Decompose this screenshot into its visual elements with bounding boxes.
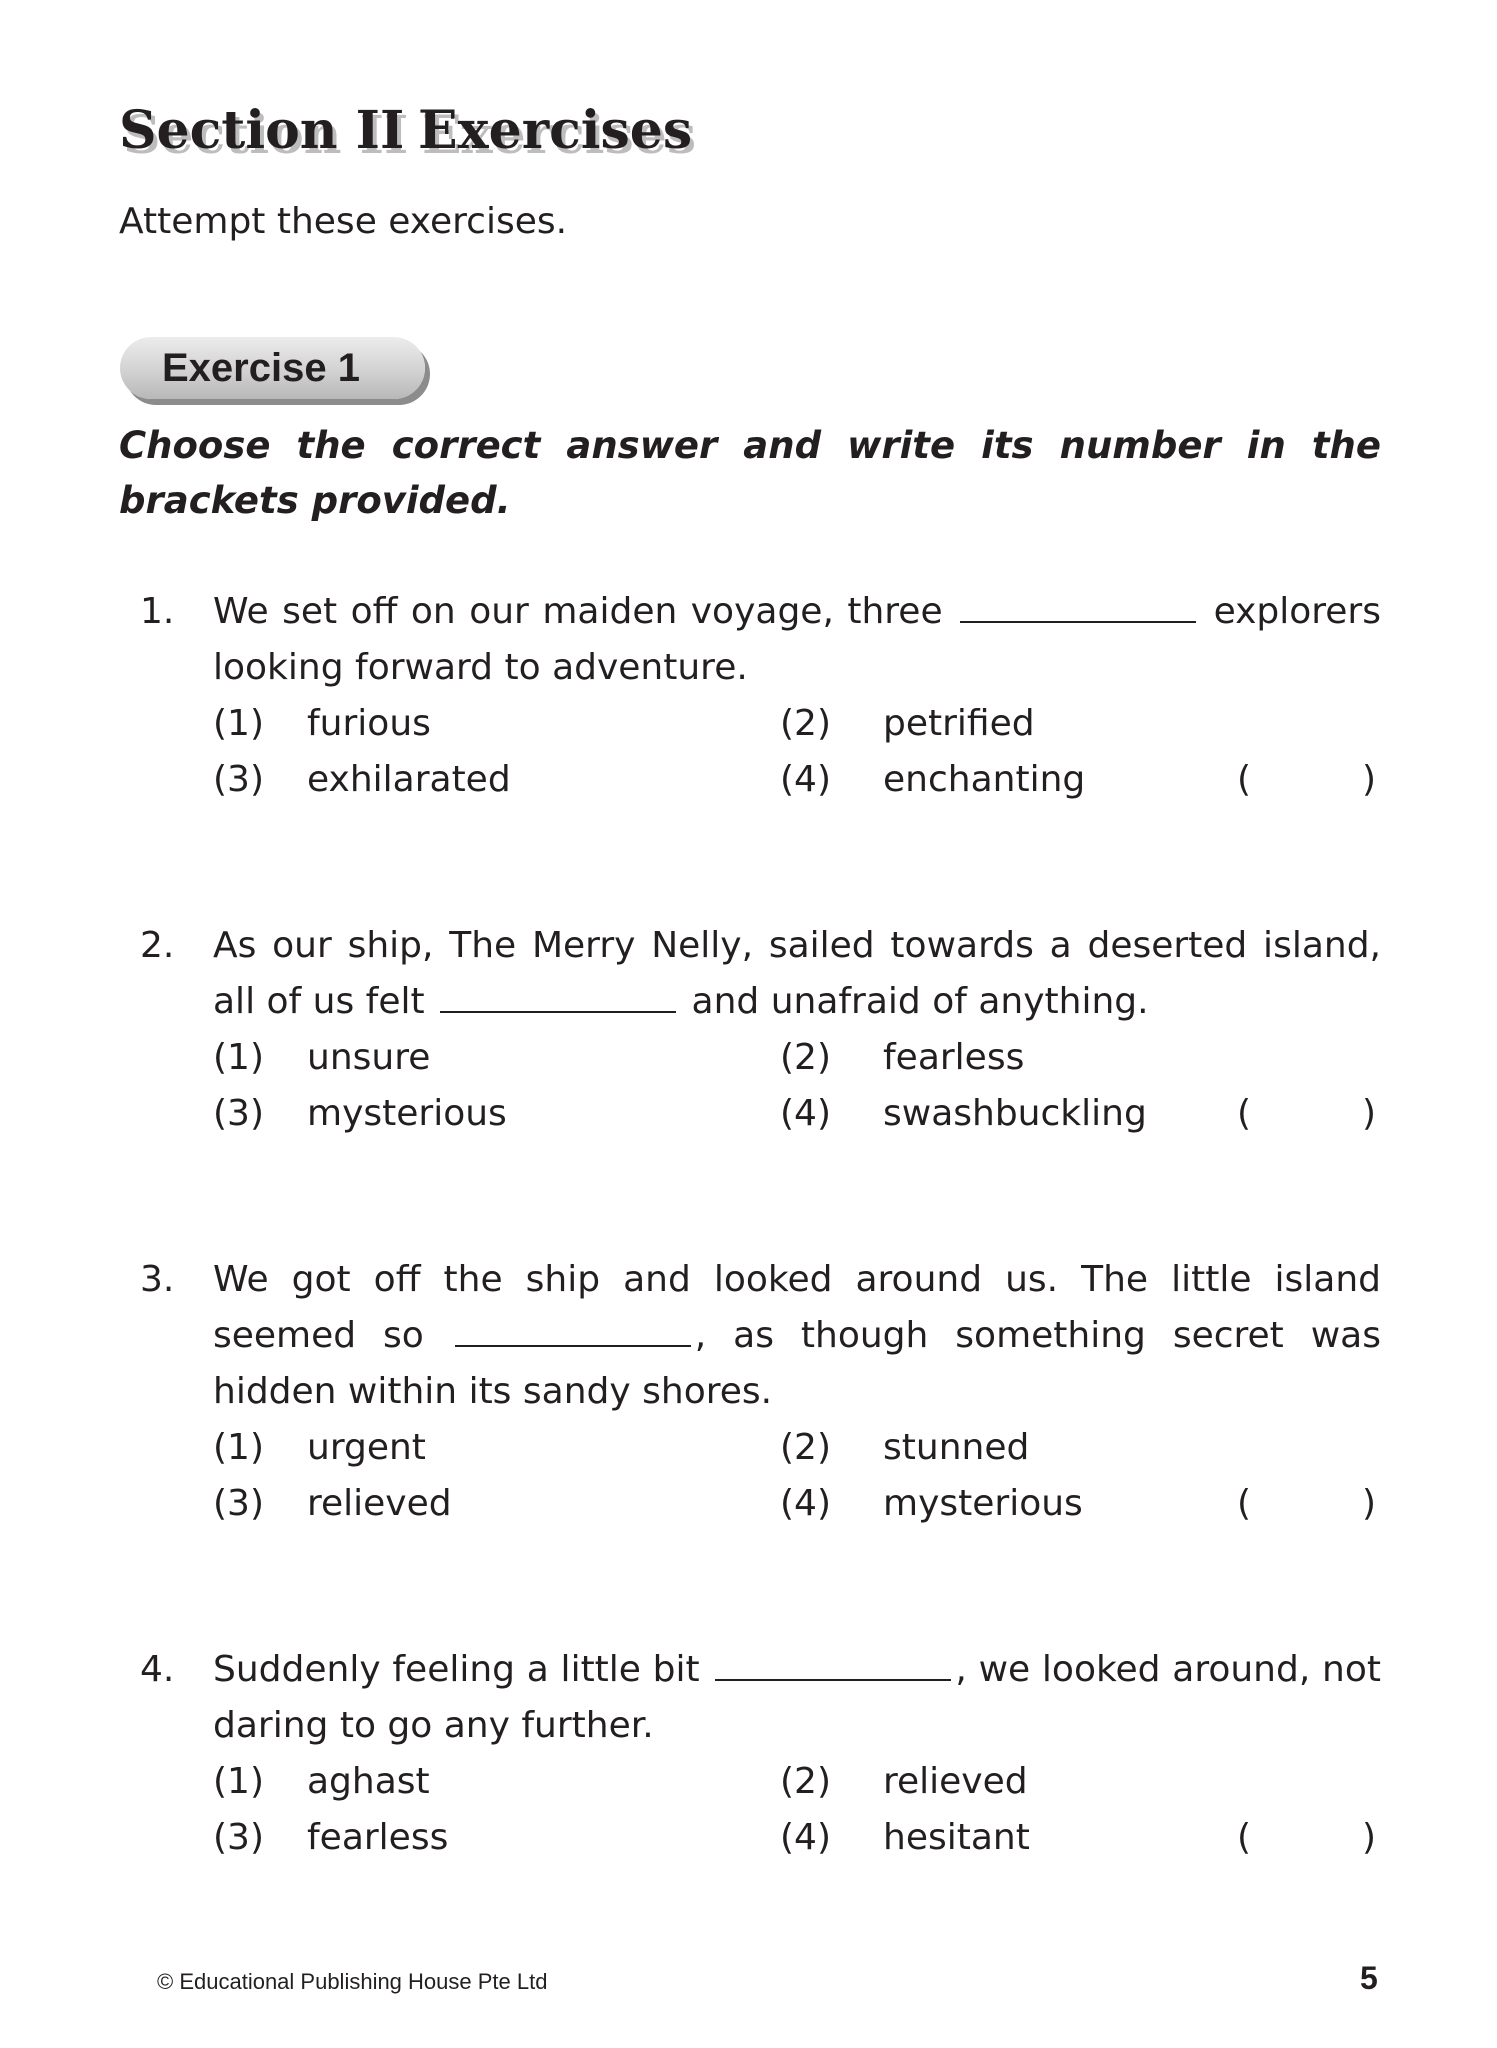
option-text: swashbuckling <box>883 1093 1147 1134</box>
answer-blank[interactable] <box>455 1315 691 1347</box>
option-row <box>140 1086 1381 1142</box>
answer-blank[interactable] <box>960 591 1196 623</box>
option-text: furious <box>307 703 431 744</box>
answer-blank[interactable] <box>715 1649 951 1681</box>
question-text: As our ship, The Merry Nelly, sailed towards a deserted island, all of us felt and unafraid of anything. <box>213 925 1381 1022</box>
option-text: fearless <box>883 1037 1025 1078</box>
answer-bracket-close[interactable]: ) <box>1362 759 1377 800</box>
exercise-heading-label: Exercise 1 <box>162 346 360 390</box>
option-label: (3) <box>213 1483 264 1524</box>
question-number: 2. <box>140 925 175 966</box>
answer-blank[interactable] <box>440 981 676 1013</box>
question-number: 3. <box>140 1259 175 1300</box>
section-title-name: Exercises <box>418 100 693 161</box>
option-row <box>140 1030 1381 1086</box>
option-label: (3) <box>213 1817 264 1858</box>
answer-bracket-close[interactable]: ) <box>1362 1093 1377 1134</box>
option-text: hesitant <box>883 1817 1030 1858</box>
intro-text: Attempt these exercises. <box>119 201 568 242</box>
copyright-notice: © Educational Publishing House Pte Ltd <box>157 1969 548 1994</box>
option-label: (4) <box>780 759 831 800</box>
option-row <box>140 696 1381 752</box>
option-text: relieved <box>883 1761 1028 1802</box>
option-text: enchanting <box>883 759 1086 800</box>
answer-bracket-close[interactable]: ) <box>1362 1483 1377 1524</box>
question-text: Suddenly feeling a little bit , we looked around, not daring to go any further. <box>213 1649 1381 1746</box>
option-text: mysterious <box>883 1483 1083 1524</box>
exercise-instruction: Choose the correct answer and write its number in the brackets provided. <box>119 424 1381 522</box>
answer-bracket-open[interactable]: ( <box>1237 759 1252 800</box>
option-label: (2) <box>780 1427 831 1468</box>
option-label: (1) <box>213 1761 264 1802</box>
option-label: (1) <box>213 1037 264 1078</box>
answer-bracket-close[interactable]: ) <box>1362 1817 1377 1858</box>
option-text: aghast <box>307 1761 430 1802</box>
answer-bracket-open[interactable]: ( <box>1237 1817 1252 1858</box>
question-text: We got off the ship and looked around us. The little island seemed so , as though something secret was hidden within its sandy shores. <box>213 1259 1381 1412</box>
option-row <box>140 1420 1381 1476</box>
option-label: (4) <box>780 1817 831 1858</box>
option-row <box>140 1476 1381 1532</box>
option-text: exhilarated <box>307 759 511 800</box>
option-label: (1) <box>213 1427 264 1468</box>
exercise-heading <box>120 337 425 399</box>
option-text: fearless <box>307 1817 449 1858</box>
option-label: (2) <box>780 1761 831 1802</box>
option-text: stunned <box>883 1427 1030 1468</box>
option-row <box>140 1810 1381 1866</box>
option-label: (2) <box>780 1037 831 1078</box>
question-number: 1. <box>140 591 175 632</box>
option-text: unsure <box>307 1037 431 1078</box>
option-text: relieved <box>307 1483 452 1524</box>
question-text: We set off on our maiden voyage, three explorers looking forward to adventure. <box>213 591 1381 688</box>
option-label: (1) <box>213 703 264 744</box>
option-text: mysterious <box>307 1093 507 1134</box>
option-row <box>140 1754 1381 1810</box>
option-label: (3) <box>213 759 264 800</box>
option-label: (4) <box>780 1483 831 1524</box>
option-row <box>140 752 1381 808</box>
section-title-number: Section II <box>119 100 405 161</box>
option-label: (2) <box>780 703 831 744</box>
option-text: petrified <box>883 703 1035 744</box>
option-label: (3) <box>213 1093 264 1134</box>
answer-bracket-open[interactable]: ( <box>1237 1483 1252 1524</box>
option-label: (4) <box>780 1093 831 1134</box>
page-number: 5 <box>1360 1960 1378 1996</box>
answer-bracket-open[interactable]: ( <box>1237 1093 1252 1134</box>
option-text: urgent <box>307 1427 426 1468</box>
question-number: 4. <box>140 1649 175 1690</box>
